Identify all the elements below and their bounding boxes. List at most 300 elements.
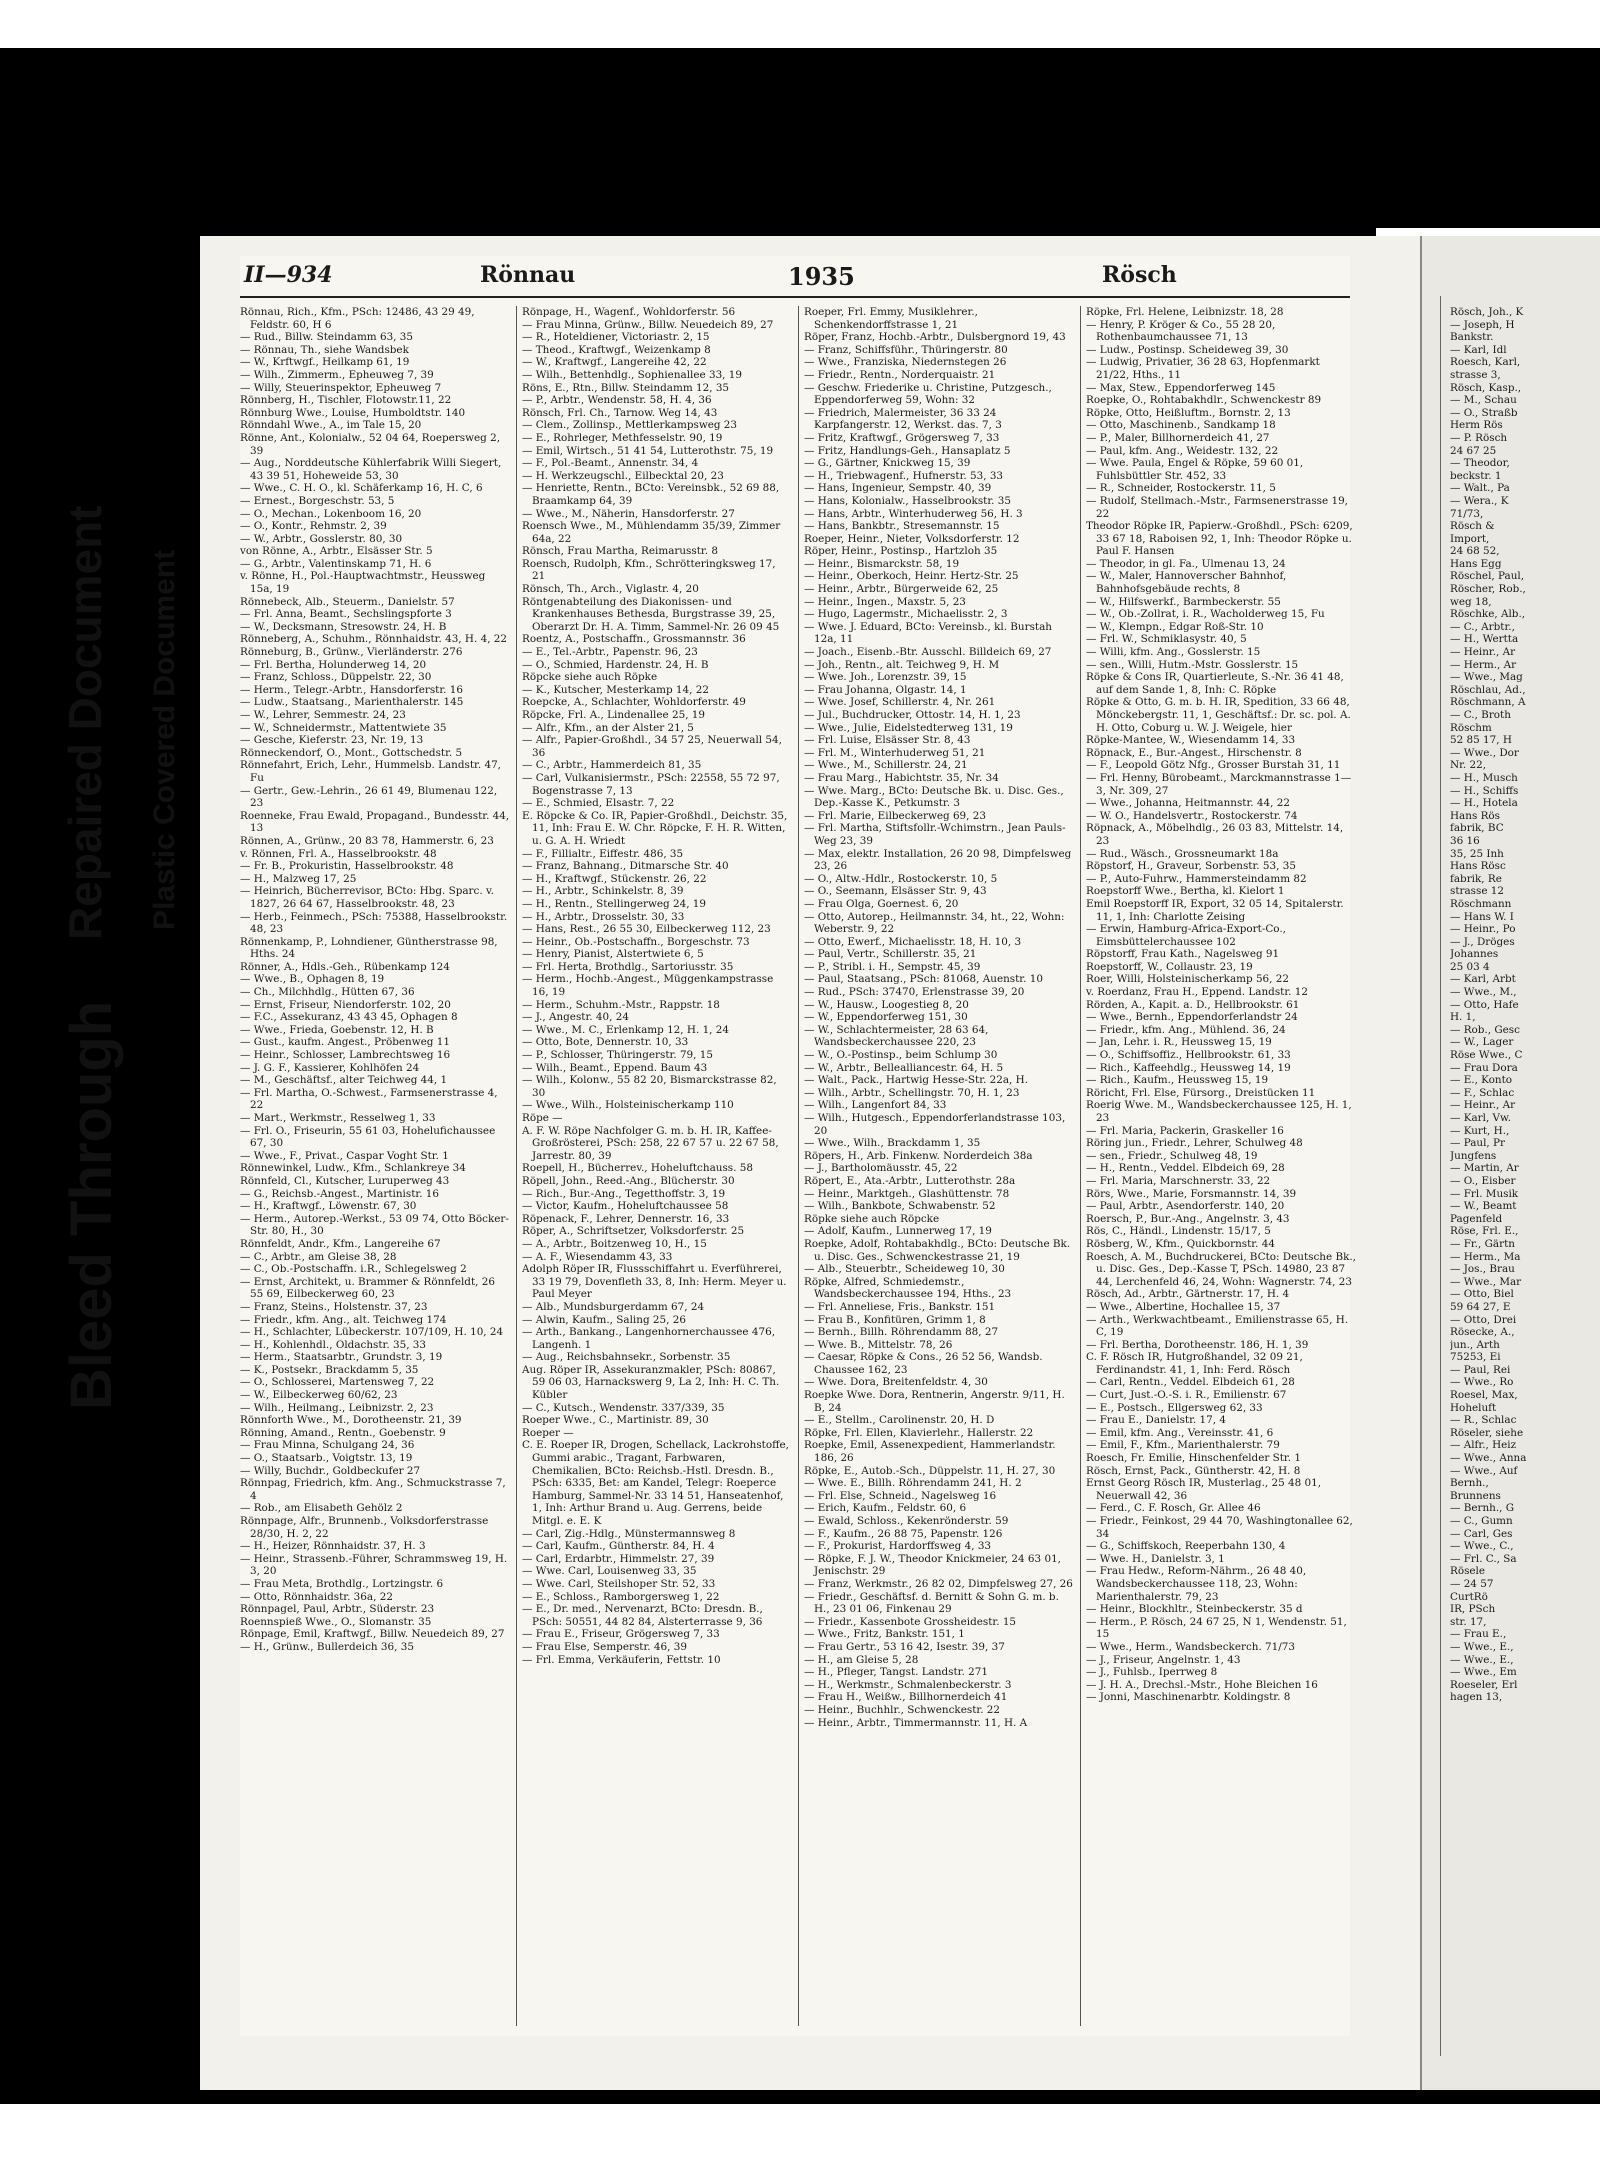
directory-entry-fragment: 59 64 27, E xyxy=(1450,1300,1511,1313)
directory-entry: — C., Arbtr., am Gleise 38, 28 xyxy=(240,1250,397,1263)
directory-entry-fragment: — Kurt, H., xyxy=(1450,1124,1510,1137)
directory-entry: Roensch, Rudolph, Kfm., Schrötteringksweg 17, 21 xyxy=(522,557,776,583)
directory-entry: — Wwe., C. H. O., kl. Schäferkamp 16, H. C, 6 xyxy=(240,482,483,495)
directory-entry: Rösch, Ernst, Pack., Güntherstr. 42, H. 8 xyxy=(1086,1464,1301,1477)
directory-entry: — Paul, kfm. Ang., Weidestr. 132, 22 xyxy=(1086,444,1279,457)
directory-entry-fragment: — Theodor, xyxy=(1450,457,1510,470)
directory-entry-fragment: — Otto, Hafe xyxy=(1450,998,1519,1011)
directory-entry: — Rich., Kaufm., Heussweg 15, 19 xyxy=(1086,1074,1269,1087)
directory-entry: — Röpke, F. J. W., Theodor Knickmeier, 24 63 01, Jenischstr. 29 xyxy=(804,1552,1061,1578)
directory-entry: Rönnen, A., Grünw., 20 83 78, Hammerstr. 6, 23 xyxy=(240,834,494,847)
directory-entry: — Frl. Bertha, Holunderweg 14, 20 xyxy=(240,658,427,671)
directory-entry: Röpnack, A., Möbelhdlg., 26 03 83, Mittelstr. 14, 23 xyxy=(1086,822,1344,847)
directory-entry: Rönsch, Frau Martha, Reimarusstr. 8 xyxy=(522,545,718,558)
directory-entry: — Wwe., M., Schillerstr. 24, 21 xyxy=(804,759,968,772)
directory-entry: — Gust., kaufm. Angest., Pröbenweg 11 xyxy=(240,1036,450,1049)
directory-entry-fragment: — Frl. Musik xyxy=(1450,1187,1519,1200)
directory-entry: — P., Schlosser, Thüringerstr. 79, 15 xyxy=(522,1049,713,1062)
directory-entry: Rönnenkamp, P., Lohndiener, Güntherstrasse 98, Hths. 24 xyxy=(240,935,498,961)
directory-entry: Röpenack, F., Lehrer, Dennerstr. 16, 33 xyxy=(522,1212,730,1225)
directory-entry: Rönnefahrt, Erich, Lehr., Hummelsb. Landstr. 47, Fu xyxy=(240,759,501,784)
directory-entry-fragment: 52 85 17, H xyxy=(1450,734,1512,747)
directory-entry: Rönneberg, A., Schuhm., Rönnhaidstr. 43, H. 4, 22 xyxy=(240,633,508,646)
directory-entry: — E., Dr. med., Nervenarzt, BCto: Dresdn. B., PSch: 50551, 44 82 84, Alsterterrasse 9, 36 xyxy=(522,1603,763,1628)
directory-entry: — Jul., Buchdrucker, Ottostr. 14, H. 1, 23 xyxy=(804,709,1021,721)
directory-entry-fragment: beckstr. 1 xyxy=(1450,469,1502,482)
directory-entry: — Frl. Luise, Elsässer Str. 8, 43 xyxy=(804,734,971,747)
directory-entry: — Wwe., Wilh., Brackdamm 1, 35 xyxy=(804,1137,981,1150)
directory-entry-fragment: — H., Wertta xyxy=(1450,633,1519,646)
label-bleed-through: Bleed Through xyxy=(59,1000,124,1410)
directory-entry-fragment: Röse Wwe., C xyxy=(1450,1049,1523,1062)
directory-entry: — C., Kutsch., Wendenstr. 337/339, 35 xyxy=(522,1401,725,1414)
directory-entry: — Franz, Bahnang., Ditmarsche Str. 40 xyxy=(522,860,729,873)
directory-entry: — Frl. Anneliese, Fris., Bankstr. 151 xyxy=(804,1300,996,1313)
directory-entry: — Ludwig, Privatier, 36 28 63, Hopfenmarkt 21/22, Hths., 11 xyxy=(1086,356,1320,381)
directory-entry-fragment: fabrik, BC xyxy=(1450,822,1504,835)
directory-entry: Ernst Georg Rösch IR, Musterlag., 25 48 01, Neuerwall 42, 36 xyxy=(1086,1477,1322,1502)
directory-entry: — W. O., Handelsvertr., Rostockerstr. 74 xyxy=(1086,809,1298,822)
directory-entry: — Heinr., Ingen., Maxstr. 5, 23 xyxy=(804,595,966,608)
directory-entry: — Wilh., Hutgesch., Eppendorferlandstrasse 103, 20 xyxy=(804,1112,1066,1137)
directory-entry: — Frau Marg., Habichtstr. 35, Nr. 34 xyxy=(804,771,999,784)
directory-entry-fragment: Pagenfeld xyxy=(1450,1212,1503,1225)
directory-entry-fragment: — Frau E., xyxy=(1450,1628,1507,1641)
directory-entry: — Wilh., Beamt., Eppend. Baum 43 xyxy=(522,1061,708,1074)
directory-entry: — Heinr., Oberkoch, Heinr. Hertz-Str. 25 xyxy=(804,570,1019,583)
directory-entry-fragment: 35, 25 Inh xyxy=(1450,847,1504,860)
directory-entry: — Clem., Zollinsp., Mettlerkampsweg 23 xyxy=(522,419,738,432)
directory-entry: — H., Kraftwgf., Stückenstr. 26, 22 xyxy=(522,872,707,885)
directory-entry: — E., Rohrleger, Methfesselstr. 90, 19 xyxy=(522,431,723,444)
directory-entry: Roeper, Frl. Emmy, Musiklehrer., Schenkendorffstrasse 1, 21 xyxy=(804,306,978,331)
directory-entry-fragment: — F., Schlac xyxy=(1450,1086,1515,1099)
directory-entry-fragment: — C., Broth xyxy=(1450,709,1511,721)
directory-entry: E. Röpcke & Co. IR, Papier-Großhdl., Deichstr. 35, 11, Inh: Frau E. W. Chr. Röpcke, F. H. R. Witten, u. G. A. H. Wriedt xyxy=(522,809,788,847)
directory-entry: — Alwin, Kaufm., Saling 25, 26 xyxy=(522,1313,686,1326)
directory-entry: — Wwe., Herm., Wandsbeckerch. 71/73 xyxy=(1086,1640,1296,1653)
directory-entry-fragment: — Wwe., Dor xyxy=(1450,746,1519,759)
directory-entry-fragment: — Walt., Pa xyxy=(1450,482,1510,495)
directory-entry: A. F. W. Röpe Nachfolger G. m. b. H. IR, Kaffee-Großrösterei, PSch: 258, 22 67 57 u. 22 67 58, Jarrestr. 80, 39 xyxy=(522,1124,779,1162)
directory-entry: — H., Pfleger, Tangst. Landstr. 271 xyxy=(804,1666,988,1679)
directory-entry: — Otto, Bote, Dennerstr. 10, 33 xyxy=(522,1036,689,1049)
directory-entry: — Otto, Rönnhaidstr. 36a, 22 xyxy=(240,1590,393,1603)
directory-entry: Röring jun., Friedr., Lehrer, Schulweg 48 xyxy=(1086,1137,1303,1150)
directory-entry-fragment: — E., Konto xyxy=(1450,1074,1513,1087)
directory-entry: — Fritz, Handlungs-Geh., Hansaplatz 5 xyxy=(804,444,1011,457)
directory-entry-fragment: — P. Rösch xyxy=(1450,431,1508,444)
directory-entry: — Frau Else, Semperstr. 46, 39 xyxy=(522,1640,687,1653)
directory-entry: — O., Schlosserei, Martensweg 7, 22 xyxy=(240,1376,435,1389)
directory-entry: — Herm., Telegr.-Arbtr., Hansdorferstr. 16 xyxy=(240,683,463,696)
directory-entry: — P., Arbtr., Wendenstr. 58, H. 4, 36 xyxy=(522,394,712,407)
directory-entry: — E., Tel.-Arbtr., Papenstr. 96, 23 xyxy=(522,646,698,659)
column-divider xyxy=(516,306,517,2026)
directory-entry: — Mart., Werkmstr., Resselweg 1, 33 xyxy=(240,1112,436,1124)
directory-entry: — Herm., Staatsarbtr., Grundstr. 3, 19 xyxy=(240,1351,443,1364)
directory-entry: — M., Geschäftsf., alter Teichweg 44, 1 xyxy=(240,1074,448,1087)
directory-entry: — Victor, Kaufm., Hoheluftchaussee 58 xyxy=(522,1200,729,1213)
directory-entry-fragment: — Herm., Ma xyxy=(1450,1250,1521,1263)
directory-entry: Roersch, P., Bur.-Ang., Angelnstr. 3, 43 xyxy=(1086,1212,1290,1225)
directory-entry: — H., Arbtr., Drosselstr. 30, 33 xyxy=(522,910,685,923)
directory-entry: Röpke-Mantee, W., Wiesendamm 14, 33 xyxy=(1086,734,1296,747)
directory-entry: — W., Ob.-Zollrat, i. R., Wacholderweg 15, Fu xyxy=(1086,608,1325,621)
directory-entry: — Herb., Feinmech., PSch: 75388, Hasselbrookstr. 48, 23 xyxy=(240,910,508,936)
directory-entry-fragment: — C., Arbtr., xyxy=(1450,620,1515,633)
directory-entry: — Ernest., Borgeschstr. 53, 5 xyxy=(240,494,395,507)
directory-entry-fragment: Röschmann xyxy=(1450,897,1512,910)
directory-entry-fragment: Jungfens xyxy=(1450,1149,1497,1162)
directory-entry: — Franz, Steins., Holstenstr. 37, 23 xyxy=(240,1300,428,1313)
directory-entry-fragment: Röscher, Rob., xyxy=(1450,583,1526,596)
directory-entry: Rönsch, Frl. Ch., Tarnow. Weg 14, 43 xyxy=(522,406,718,419)
directory-entry-fragment: — Joseph, H xyxy=(1450,318,1515,331)
directory-entry: — Frl. W., Schmiklasystr. 40, 5 xyxy=(1086,633,1247,646)
directory-entry: Rönnfeld, Cl., Kutscher, Luruperweg 43 xyxy=(240,1174,450,1187)
directory-entry-fragment: Röschm xyxy=(1450,721,1492,734)
directory-entry: — Heinrich, Bücherrevisor, BCto: Hbg. Sparc. v. 1827, 26 64 67, Hasselbrookstr. 48, 23 xyxy=(240,885,494,910)
directory-entry-fragment: — R., Schlac xyxy=(1450,1414,1517,1427)
directory-entry: — Emil, kfm. Ang., Vereinsstr. 41, 6 xyxy=(1086,1426,1274,1439)
directory-entry: — Hans, Kolonialw., Hasselbrookstr. 35 xyxy=(804,494,1011,507)
directory-entry: Röpe — xyxy=(522,1112,563,1124)
directory-entry: — H., am Gleise 5, 28 xyxy=(804,1653,919,1666)
directory-entry: — Friedr., kfm. Ang., Mühlend. 36, 24 xyxy=(1086,1023,1286,1036)
directory-entry: Roenneke, Frau Ewald, Propagand., Bundesstr. 44, 13 xyxy=(240,809,510,835)
directory-entry: Roepke, O., Rohtabakhdlr., Schwenckestr 89 xyxy=(1086,394,1322,407)
directory-entry: — W., Arbtr., Gosslerstr. 80, 30 xyxy=(240,532,403,545)
adjacent-page-edge xyxy=(1420,236,1600,2090)
directory-entry: — Joach., Eisenb.-Btr. Ausschl. Billdeich 69, 27 xyxy=(804,646,1052,659)
directory-entry: — A., Arbtr., Boitzenweg 10, H., 15 xyxy=(522,1237,707,1250)
directory-entry: — Heinr., Buchhlr., Schwenckestr. 22 xyxy=(804,1703,1001,1716)
directory-entry-fragment: — Wwe., Ro xyxy=(1450,1376,1514,1389)
directory-entry-fragment: — Frau Dora xyxy=(1450,1061,1518,1074)
directory-entry: — Wwe., Frieda, Goebenstr. 12, H. B xyxy=(240,1023,434,1036)
directory-entry-fragment: Herm Rös xyxy=(1450,419,1503,432)
directory-entry: — Frau B., Konfitüren, Grimm 1, 8 xyxy=(804,1313,986,1326)
directory-entry: v. Rönnen, Frl. A., Hasselbrookstr. 48 xyxy=(240,847,437,860)
directory-entry-fragment: H. 1, xyxy=(1450,1011,1476,1024)
directory-entry-fragment: 24 67 25 xyxy=(1450,444,1497,457)
directory-entry: — Franz, Werkmstr., 26 82 02, Dimpfelsweg 27, 26 xyxy=(804,1577,1073,1590)
directory-entry: Röpke & Otto, G. m. b. H. IR, Spedition, 33 66 48, Mönckebergstr. 11, 1, Geschäftsf.: Dr. sc. pol. A. H. Otto, Coburg u. W. J. Weigele, hier xyxy=(1086,696,1351,734)
directory-entry: — C., Ob.-Postschaffn. i.R., Schlegelsweg 2 xyxy=(240,1263,467,1276)
directory-entry: — C., Arbtr., Hammerdeich 81, 35 xyxy=(522,759,702,772)
directory-entry: Röpke siehe auch Röpcke xyxy=(804,1212,940,1225)
directory-entry: — F., Kaufm., 26 88 75, Papenstr. 126 xyxy=(804,1527,1003,1540)
directory-entry: — Carl, Kaufm., Güntherstr. 84, H. 4 xyxy=(522,1540,715,1553)
directory-entry: — Carl, Erdarbtr., Himmelstr. 27, 39 xyxy=(522,1552,715,1565)
directory-entry-fragment: Rösele xyxy=(1450,1565,1486,1578)
directory-entry-fragment: Roesel, Max, xyxy=(1450,1389,1518,1402)
directory-entry: — Otto, Ewerf., Michaelisstr. 18, H. 10, 3 xyxy=(804,935,1022,948)
directory-entry: — Frl. Henny, Bürobeamt., Marckmannstrasse 1—3, Nr. 309, 27 xyxy=(1086,771,1352,797)
directory-entry: — Henriette, Rentn., BCto: Vereinsbk., 52 69 88, Braamkamp 64, 39 xyxy=(522,482,780,507)
directory-entry-fragment: 25 03 4 xyxy=(1450,960,1490,973)
directory-entry-fragment: strasse 12 xyxy=(1450,885,1505,898)
directory-entry: — W., Schneidermstr., Mattentwiete 35 xyxy=(240,721,447,734)
directory-entry: Roepell, H., Bücherrev., Hoheluftchauss. 58 xyxy=(522,1162,753,1175)
directory-entry: — W., Kraftwgf., Langereihe 42, 22 xyxy=(522,356,707,369)
directory-entry: — Frau Olga, Goernest. 6, 20 xyxy=(804,897,959,910)
directory-entry: — E., Schmied, Elsastr. 7, 22 xyxy=(522,797,675,810)
directory-entry-fragment: — Bernh., G xyxy=(1450,1502,1515,1515)
directory-entry: Aug. Röper IR, Assekuranzmakler, PSch: 80867, 59 06 03, Harnackswerg 9, La 2, Inh: H. C. Th. Kübler xyxy=(522,1363,780,1402)
header-year: 1935 xyxy=(788,262,855,291)
directory-entry: Rönnpage, Alfr., Brunnenb., Volksdorferstrasse 28/30, H. 2, 22 xyxy=(240,1515,489,1540)
directory-entry: — Friedr., Geschäftsf. d. Bernitt & Sohn G. m. b. H., 23 01 06, Finkenau 29 xyxy=(804,1590,1059,1616)
directory-entry: — H. Werkzeugschl., Eilbecktal 20, 23 xyxy=(522,469,724,482)
directory-entry: — Friedr., kfm. Ang., alt. Teichweg 174 xyxy=(240,1313,447,1326)
directory-entry: — Wwe. Joh., Lorenzstr. 39, 15 xyxy=(804,671,967,684)
directory-entry: Röpstorf, H., Graveur, Sorbenstr. 53, 35 xyxy=(1086,860,1296,873)
directory-entry: — W., Krftwgf., Heilkamp 61, 19 xyxy=(240,356,410,369)
directory-entry: Roesch, Fr. Emilie, Hinschenfelder Str. 1 xyxy=(1086,1452,1301,1465)
directory-entry: — Frl. Bertha, Dorotheenstr. 186, H. 1, 39 xyxy=(1086,1338,1309,1351)
scan-border-right xyxy=(1376,48,1600,228)
directory-entry: — J., Angestr. 40, 24 xyxy=(522,1011,629,1024)
directory-entry: — Arth., Werkwachtbeamt., Emilienstrasse 65, H. C, 19 xyxy=(1086,1313,1349,1339)
directory-entry: — Wwe., B., Ophagen 8, 19 xyxy=(240,973,385,986)
directory-entry: — J., Bartholomäusstr. 45, 22 xyxy=(804,1162,958,1175)
column-divider xyxy=(1080,306,1081,2026)
directory-entry: Röpke, Alfred, Schmiedemstr., Wandsbeckerchaussee 194, Hths., 23 xyxy=(804,1275,1012,1301)
directory-entry: Adolph Röper IR, Flussschiffahrt u. Everführerei, 33 19 79, Dovenfleth 33, 8, Inh: Herm. Meyer u. Paul Meyer xyxy=(522,1263,787,1301)
directory-entry: — W., Eilbeckerweg 60/62, 23 xyxy=(240,1389,398,1402)
directory-entry-fragment: — Paul, Rei xyxy=(1450,1363,1511,1376)
directory-entry: C. E. Roeper IR, Drogen, Schellack, Lackrohstoffe, Gummi arabic., Tragant, Farbwaren, Chemikalien, BCto: Reichsb.-Hstl. Dresdn. B., PSch: 6335, Bet: am Kandel, Telegr: Roeperce Hamburg, Sammel-Nr. 33 14 51, Hanseatenhof, 1, Inh: Arthur Brand u. Aug. Gerrens, beide Mitgl. e. E. K xyxy=(522,1439,789,1527)
directory-entry: Röpcke, Frl. A., Lindenallee 25, 19 xyxy=(522,709,706,721)
directory-entry-fragment: Brunnens xyxy=(1450,1489,1501,1502)
directory-entry: Roepstorff, W., Collaustr. 23, 19 xyxy=(1086,960,1253,973)
directory-entry: — E., Postsch., Ellgersweg 62, 33 xyxy=(1086,1401,1263,1414)
directory-entry-fragment: — Herm., Ar xyxy=(1450,658,1517,671)
directory-entry: — Rich., Bur.-Ang., Tegetthoffstr. 3, 19 xyxy=(522,1187,726,1200)
directory-entry: — Frl. Marie, Eilbeckerweg 69, 23 xyxy=(804,809,986,822)
directory-column-4 xyxy=(1086,306,1356,2026)
directory-entry: — P., Stribl. i. H., Sempstr. 45, 39 xyxy=(804,960,981,973)
directory-entry: Rönsch, Th., Arch., Viglastr. 4, 20 xyxy=(522,583,699,596)
directory-entry: — H., Heizer, Rönnhaidstr. 37, H. 3 xyxy=(240,1540,426,1553)
directory-entry-fragment: Roeseler, Erl xyxy=(1450,1678,1518,1691)
directory-entry-fragment: 75253, Ei xyxy=(1450,1351,1501,1364)
directory-entry: — K., Postsekr., Brackdamm 5, 35 xyxy=(240,1363,419,1376)
directory-entry: — sen., Friedr., Schulweg 48, 19 xyxy=(1086,1149,1258,1162)
directory-entry: — Frl. O., Friseurin, 55 61 03, Hohelufichaussee 67, 30 xyxy=(240,1124,496,1150)
directory-entry: Röricht, Frl. Else, Fürsorg., Dreistücken 11 xyxy=(1086,1086,1316,1099)
directory-entry-fragment: — Heinr., Ar xyxy=(1450,646,1516,659)
directory-entry: — Wilh., Bettenhdlg., Sophienallee 33, 19 xyxy=(522,368,743,381)
adjacent-page-column xyxy=(1450,306,1600,2066)
directory-entry: — Wwe. Josef, Schillerstr. 4, Nr. 261 xyxy=(804,696,996,709)
directory-entry: — H., Rentn., Veddel. Elbdeich 69, 28 xyxy=(1086,1162,1285,1175)
directory-entry: Röpcke siehe auch Röpke xyxy=(522,671,658,684)
directory-entry: — Hans, Arbtr., Winterhuderweg 56, H. 3 xyxy=(804,507,1023,520)
directory-entry: Röpke, Frl. Helene, Leibnizstr. 18, 28 xyxy=(1086,306,1284,318)
directory-entry: — Adolf, Kaufm., Lunnerweg 17, 19 xyxy=(804,1225,992,1238)
directory-entry-fragment: — Jos., Brau xyxy=(1450,1263,1515,1276)
directory-entry: — Wwe. B., Mittelstr. 78, 26 xyxy=(804,1338,953,1351)
directory-entry: — W., Maler, Hannoverscher Bahnhof, Bahnhofsgebäude rechts, 8 xyxy=(1086,570,1287,596)
directory-entry-fragment: — H., Hotela xyxy=(1450,797,1518,810)
directory-entry: Rönnburg Wwe., Louise, Humboldtstr. 140 xyxy=(240,406,466,419)
directory-entry: — Frl. Anna, Beamt., Sechslingspforte 3 xyxy=(240,608,452,621)
directory-entry: — Wilh., Langenfort 84, 33 xyxy=(804,1099,947,1112)
directory-entry: Theodor Röpke IR, Papierw.-Großhdl., PSch: 6209, 33 67 18, Raboisen 92, 1, Inh: Theodor Röpke u. Paul F. Hansen xyxy=(1086,520,1353,558)
directory-entry-fragment: — Paul, Pr xyxy=(1450,1137,1505,1150)
directory-entry: — Frau Minna, Schulgang 24, 36 xyxy=(240,1439,415,1452)
directory-entry: — Alfr., Kfm., an der Alster 21, 5 xyxy=(522,721,694,734)
directory-entry: — Otto, Autorep., Heilmannstr. 34, ht., 22, Wohn: Weberstr. 9, 22 xyxy=(804,910,1065,936)
directory-entry: — Wwe. Paula, Engel & Röpke, 59 60 01, Fuhlsbüttler Str. 452, 33 xyxy=(1086,457,1304,482)
directory-entry: Rönner, A., Hdls.-Geh., Rübenkamp 124 xyxy=(240,960,450,973)
directory-entry-fragment: — Martin, Ar xyxy=(1450,1162,1519,1175)
directory-entry: — Henry, P. Kröger & Co., 55 28 20, Rothenbaumchaussee 71, 13 xyxy=(1086,318,1276,344)
directory-entry: — Frl. Emma, Verkäuferin, Fettstr. 10 xyxy=(522,1653,721,1666)
directory-entry: — Frau Minna, Grünw., Billw. Neuedeich 89, 27 xyxy=(522,318,774,331)
directory-entry: — Heinr., Bismarckstr. 58, 19 xyxy=(804,557,960,570)
directory-entry: — Rich., Kaffeehdlg., Heussweg 14, 19 xyxy=(1086,1061,1291,1074)
directory-entry: — Wilh., Arbtr., Schellingstr. 70, H. 1, 23 xyxy=(804,1086,1020,1099)
directory-entry: Roepstorff Wwe., Bertha, kl. Kielort 1 xyxy=(1086,885,1285,898)
directory-entry-fragment: — W., Beamt xyxy=(1450,1200,1517,1213)
directory-entry: — Heinr., Ob.-Postschaffn., Borgeschstr. 73 xyxy=(522,935,750,948)
label-plastic-covered: Plastic Covered Document xyxy=(148,549,181,930)
directory-entry: — R., Hoteldiener, Victoriastr. 2, 15 xyxy=(522,331,710,344)
directory-entry: — E., Stellm., Carolinenstr. 20, H. D xyxy=(804,1414,995,1427)
directory-entry-fragment: — Wwe., E., xyxy=(1450,1653,1514,1666)
directory-entry: Rönnforth Wwe., M., Dorotheenstr. 21, 39 xyxy=(240,1414,462,1427)
directory-entry: — Frl. Else, Schneid., Nagelsweg 16 xyxy=(804,1489,997,1502)
header-right-word: Rösch xyxy=(1102,262,1177,288)
directory-entry: — F., Prokurist, Hardorffsweg 4, 33 xyxy=(804,1540,992,1553)
directory-entry: — Friedr., Feinkost, 29 44 70, Washingtonallee 62, 34 xyxy=(1086,1515,1353,1540)
directory-entry: — Willy, Steuerinspektor, Epheuweg 7 xyxy=(240,381,442,394)
directory-entry: Röpke, Otto, Heißluftm., Bornstr. 2, 13 xyxy=(1086,406,1291,419)
directory-entry-fragment: — Wwe., E., xyxy=(1450,1640,1514,1653)
directory-entry: — Ewald, Schloss., Kekenrönderstr. 59 xyxy=(804,1515,1009,1527)
directory-entry: — Carl, Rentn., Veddel. Elbdeich 61, 28 xyxy=(1086,1376,1295,1389)
directory-entry: — Wwe., Wilh., Holsteinischerkamp 110 xyxy=(522,1099,734,1112)
directory-entry: Röpke, Frl. Ellen, Klavierlehr., Hallerstr. 22 xyxy=(804,1426,1034,1439)
directory-entry-fragment: Bankstr. xyxy=(1450,331,1494,344)
directory-entry: — Wwe., Johanna, Heitmannstr. 44, 22 xyxy=(1086,797,1290,810)
directory-entry-fragment: — Wera., K xyxy=(1450,494,1509,507)
directory-entry: Rörs, Wwe., Marie, Forsmannstr. 14, 39 xyxy=(1086,1187,1297,1200)
directory-entry: — H., Triebwagenf., Hufnerstr. 53, 33 xyxy=(804,469,1004,482)
directory-entry: — Wwe. Carl, Steilshoper Str. 52, 33 xyxy=(522,1577,716,1590)
directory-entry: — Frau Meta, Brothdlg., Lortzingstr. 6 xyxy=(240,1577,444,1590)
directory-entry: — Friedr., Kassenbote Grossheidestr. 15 xyxy=(804,1615,1017,1628)
directory-entry: — O., Staatsarb., Voigtstr. 13, 19 xyxy=(240,1452,413,1465)
directory-entry: Rönnpagel, Paul, Arbtr., Süderstr. 23 xyxy=(240,1603,435,1616)
directory-entry: — Frl. Martha, Stiftsfollr.-Wchimstrn., Jean Pauls-Weg 23, 39 xyxy=(804,822,1066,847)
page-header xyxy=(240,256,1350,298)
page-number: II—934 xyxy=(244,262,333,288)
directory-entry: — Frau Johanna, Olgastr. 14, 1 xyxy=(804,683,967,696)
directory-entry: — Rudolf, Stellmach.-Mstr., Farmsenerstrasse 19, 22 xyxy=(1086,494,1348,520)
directory-entry-fragment: — Wwe., Anna xyxy=(1450,1452,1527,1465)
directory-entry: — G., Arbtr., Valentinskamp 71, H. 6 xyxy=(240,557,432,570)
directory-entry: — P., Auto-Fuhrw., Hammersteindamm 82 xyxy=(1086,872,1307,885)
directory-entry: — Frau E., Danielstr. 17, 4 xyxy=(1086,1414,1226,1427)
directory-entry: — Henry, Pianist, Alstertwiete 6, 5 xyxy=(522,948,704,961)
scan-border-bottom xyxy=(200,2090,1600,2104)
directory-entry: — W., Lehrer, Semmestr. 24, 23 xyxy=(240,709,406,721)
directory-entry: v. Roerdanz, Frau H., Eppend. Landstr. 12 xyxy=(1086,986,1308,999)
directory-entry: — Theod., Kraftwgf., Weizenkamp 8 xyxy=(522,343,711,356)
directory-entry: — Fr. B., Prokuristin, Hasselbrookstr. 48 xyxy=(240,860,454,873)
directory-entry: — E., Schloss., Ramborgersweg 1, 22 xyxy=(522,1590,720,1603)
directory-entry-fragment: — W., Lager xyxy=(1450,1036,1514,1049)
directory-entry: — Erich, Kaufm., Feldstr. 60, 6 xyxy=(804,1502,967,1515)
directory-entry: — Hans, Rest., 26 55 30, Eilbeckerweg 112, 23 xyxy=(522,923,771,936)
directory-entry: — Frau H., Weißw., Billhornerdeich 41 xyxy=(804,1691,1008,1704)
directory-entry: Röpstorff, Frau Kath., Nagelsweg 91 xyxy=(1086,948,1280,961)
directory-entry-fragment: — Wwe., Em xyxy=(1450,1666,1517,1679)
directory-entry-fragment: Nr. 22, xyxy=(1450,759,1487,772)
directory-entry: — W., Arbtr., Bellealliancestr. 64, H. 5 xyxy=(804,1061,1004,1074)
directory-entry: Röpers, H., Arb. Finkenw. Norderdeich 38a xyxy=(804,1149,1033,1162)
directory-entry: — J. G. F., Kassierer, Kohlhöfen 24 xyxy=(240,1061,420,1074)
directory-entry: — Alb., Steuerbtr., Scheideweg 10, 30 xyxy=(804,1263,1005,1276)
directory-entry: — G., Schiffskoch, Reeperbahn 130, 4 xyxy=(1086,1540,1286,1553)
directory-entry: — J., Friseur, Angelnstr. 1, 43 xyxy=(1086,1653,1241,1666)
directory-entry: — Wwe., M., Näherin, Hansdorferstr. 27 xyxy=(522,507,735,520)
directory-entry: — Wwe., Albertine, Hochallee 15, 37 xyxy=(1086,1300,1281,1313)
directory-entry: — Wwe., Bernh., Eppendorferlandstr 24 xyxy=(1086,1011,1298,1024)
directory-entry: — Frl. Maria, Packerin, Graskeller 16 xyxy=(1086,1124,1284,1137)
directory-entry: Röper, A., Schriftsetzer, Volksdorferstr. 25 xyxy=(522,1225,745,1238)
directory-entry: von Rönne, A., Arbtr., Elsässer Str. 5 xyxy=(240,545,433,558)
directory-entry: Roentz, A., Postschaffn., Grossmannstr. 36 xyxy=(522,633,746,646)
directory-entry-fragment: Röschke, Alb., xyxy=(1450,608,1526,621)
directory-entry: — Herm., P. Rösch, 24 67 25, N 1, Wendenstr. 51, 15 xyxy=(1086,1615,1347,1641)
directory-column-1 xyxy=(240,306,510,2026)
directory-entry: — Aug., Norddeutsche Kühlerfabrik Willi Siegert, 43 39 51, Hoheweide 53, 30 xyxy=(240,457,502,482)
directory-entry: Rönnberg, H., Tischler, Flotowstr.11, 22 xyxy=(240,394,452,407)
directory-entry: — O., Altw.-Hdlr., Rostockerstr. 10, 5 xyxy=(804,872,998,885)
directory-entry: — Geschw. Friederike u. Christine, Putzgesch., Eppendorferweg 59, Wohn: 32 xyxy=(804,381,1052,407)
directory-entry: — Wwe. E., Billh. Röhrendamm 241, H. 2 xyxy=(804,1477,1022,1490)
directory-entry: — Caesar, Röpke & Cons., 26 52 56, Wandsb. Chaussee 162, 23 xyxy=(804,1351,1043,1376)
directory-entry: — Paul, Arbtr., Asendorferstr. 140, 20 xyxy=(1086,1200,1285,1213)
directory-entry-fragment: Hans Rösc xyxy=(1450,860,1506,873)
directory-entry: — W., Schlachtermeister, 28 63 64, Wandsbeckerchaussee 220, 23 xyxy=(804,1023,989,1049)
directory-entry: Rönne, Ant., Kolonialw., 52 04 64, Roepersweg 2, 39 xyxy=(240,431,501,457)
directory-entry: — Heinr., Schlosser, Lambrechtsweg 16 xyxy=(240,1049,451,1062)
directory-entry: — W., Hausw., Loogestieg 8, 20 xyxy=(804,998,969,1011)
directory-entry: — Heinr., Blockhltr., Steinbeckerstr. 35 d xyxy=(1086,1603,1303,1616)
directory-entry: — Willy, Buchdr., Goldbeckufer 27 xyxy=(240,1464,421,1477)
directory-entry: — Curt, Just.-O.-S. i. R., Emilienstr. 67 xyxy=(1086,1389,1287,1402)
directory-entry: Roer, Willi, Holsteinischerkamp 56, 22 xyxy=(1086,973,1289,986)
directory-entry: — Emil, F., Kfm., Marienthalerstr. 79 xyxy=(1086,1439,1280,1452)
directory-entry: — F., Pol.-Beamt., Annenstr. 34, 4 xyxy=(522,457,699,470)
directory-entry-fragment: — Otto, Drei xyxy=(1450,1313,1517,1326)
directory-entry: Roeper Wwe., C., Martinistr. 89, 30 xyxy=(522,1414,709,1427)
directory-entry-fragment: — H., Schiffs xyxy=(1450,784,1519,797)
directory-entry-fragment: IR, PSch xyxy=(1450,1603,1496,1616)
directory-entry-fragment: fabrik, Re xyxy=(1450,872,1502,885)
directory-entry: — Alfr., Papier-Großhdl., 34 57 25, Neuerwall 54, 36 xyxy=(522,734,782,759)
directory-entry-fragment: CurtRö xyxy=(1450,1590,1488,1603)
directory-entry-fragment: Rösch & xyxy=(1450,520,1495,533)
directory-entry: — Arth., Bankang., Langenhornerchaussee 476, Langenh. 1 xyxy=(522,1326,776,1351)
